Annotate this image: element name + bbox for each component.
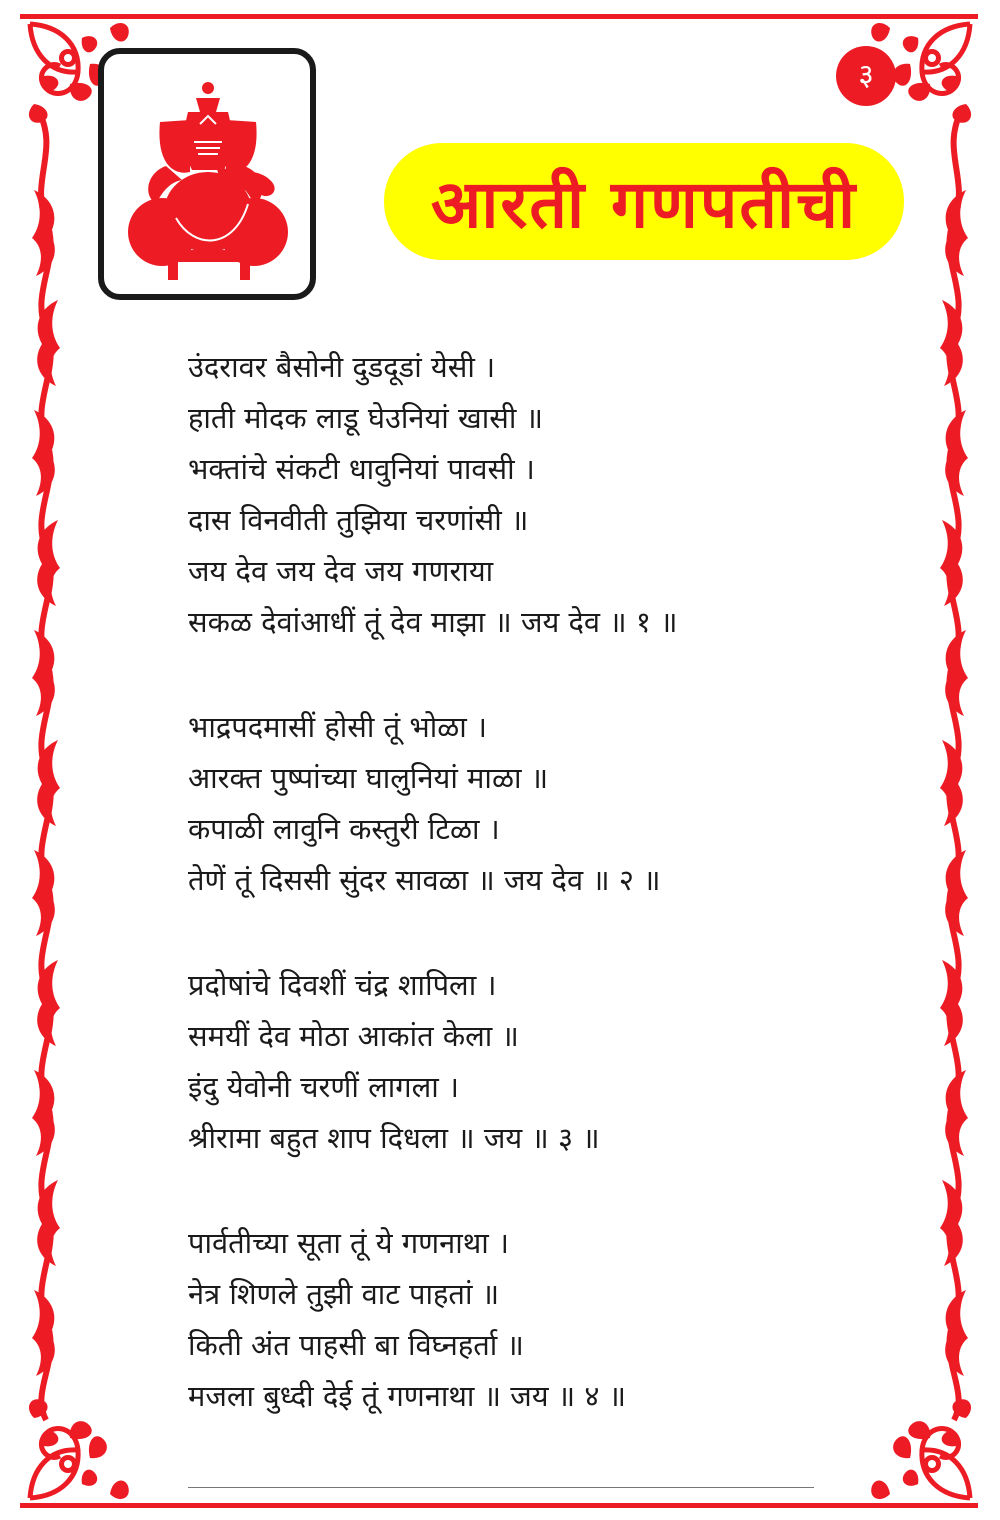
verse-line: आरक्त पुष्पांच्या घालुनियां माळा ॥ xyxy=(188,761,549,795)
verse-line: पार्वतीच्या सूता तूं ये गणनाथा । xyxy=(188,1226,509,1260)
verse-line: मजला बुध्दी देई तूं गणनाथा ॥ जय ॥ ४ ॥ xyxy=(188,1379,627,1413)
verse-line: नेत्र शिणले तुझी वाट पाहतां ॥ xyxy=(188,1277,500,1311)
page-number: ३ xyxy=(836,46,896,106)
ganesha-icon xyxy=(104,54,310,294)
verse-line: भाद्रपदमासीं होसी तूं भोळा । xyxy=(188,710,488,744)
verse-line: प्रदोषांचे दिवशीं चंद्र शापिला । xyxy=(188,968,497,1002)
stanza-1 xyxy=(188,342,888,648)
verse-line: इंदु येवोनी चरणीं लागला । xyxy=(188,1070,459,1104)
verse-line: किती अंत पाहसी बा विघ्नहर्ता ॥ xyxy=(188,1328,524,1362)
verse-line: तेणें तूं दिससी सुंदर सावळा ॥ जय देव ॥ २ ॥ xyxy=(188,863,661,897)
ganesha-image-frame xyxy=(98,48,316,300)
verse-line: हाती मोदक लाडू घेउनियां खासी ॥ xyxy=(188,401,543,435)
stanza-2 xyxy=(188,702,888,906)
verse-line: समयीं देव मोठा आकांत केला ॥ xyxy=(188,1019,519,1053)
verse-line: भक्तांचे संकटी धावुनियां पावसी । xyxy=(188,452,535,486)
title-banner xyxy=(384,143,904,260)
stanza-4 xyxy=(188,1218,888,1422)
aarti-verses xyxy=(188,342,888,1476)
page-title: आरती गणपतीची xyxy=(430,165,858,243)
verse-line: सकळ देवांआधीं तूं देव माझा ॥ जय देव ॥ १ ॥ xyxy=(188,605,678,639)
footer-divider xyxy=(188,1487,814,1488)
stanza-3 xyxy=(188,960,888,1164)
verse-line: कपाळी लावुनि कस्तुरी टिळा । xyxy=(188,812,500,846)
verse-line: दास विनवीती तुझिया चरणांसी ॥ xyxy=(188,503,529,537)
verse-line: जय देव जय देव जय गणराया xyxy=(188,554,494,588)
verse-line: उंदरावर बैसोनी दुडदूडां येसी । xyxy=(188,350,496,384)
verse-line: श्रीरामा बहुत शाप दिधला ॥ जय ॥ ३ ॥ xyxy=(188,1121,600,1155)
